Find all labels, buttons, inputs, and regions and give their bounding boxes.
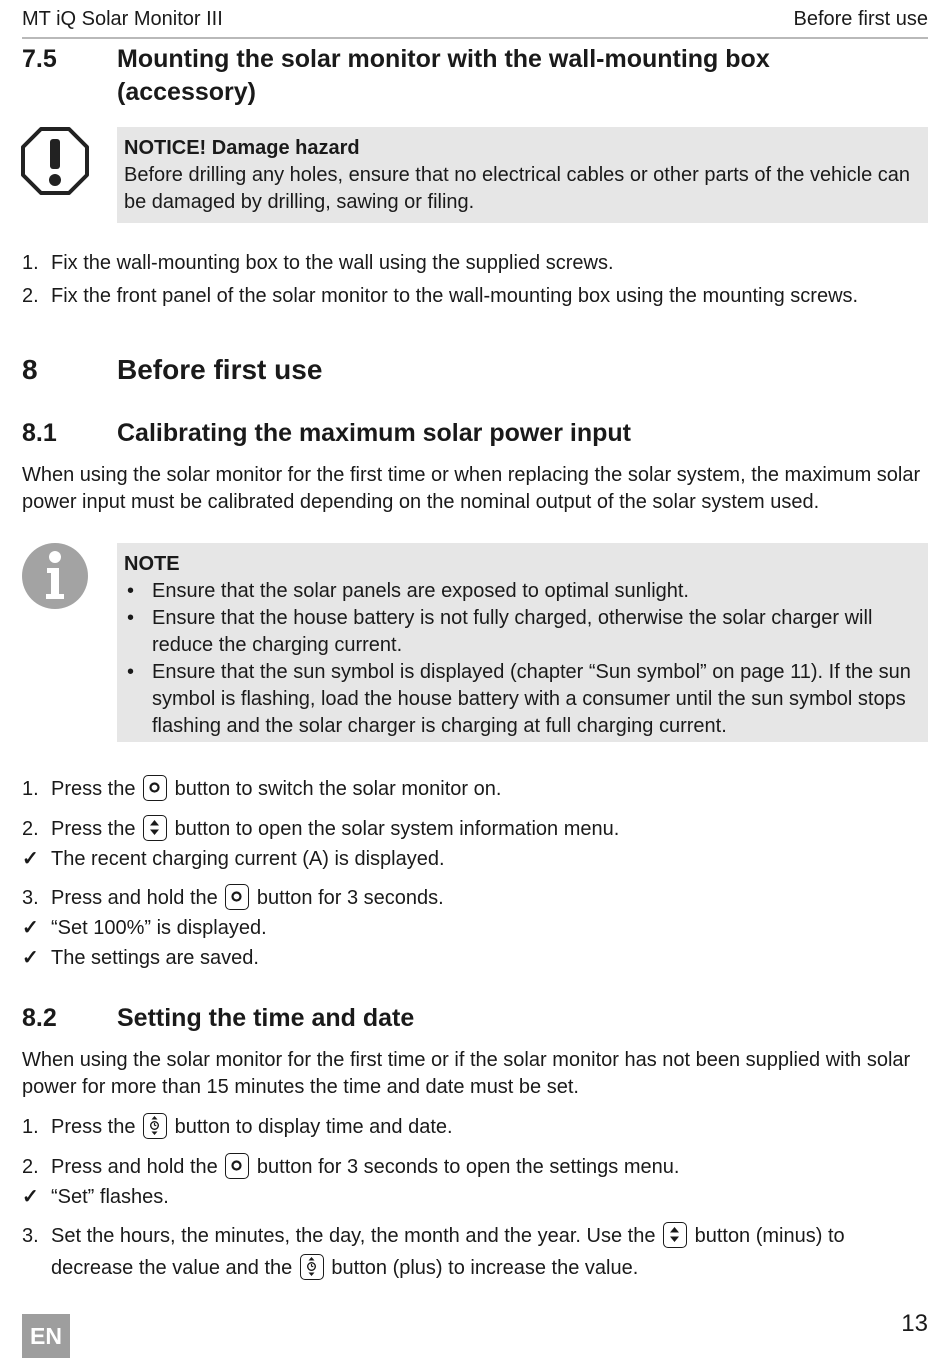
result-text: “Set” flashes. — [51, 1186, 169, 1208]
step-number: 3. — [22, 887, 39, 909]
list-item — [22, 1111, 928, 1143]
step-text: button (plus) to increase the value. — [331, 1257, 639, 1279]
header-rule — [22, 37, 928, 39]
result-text: The recent charging current (A) is displayed. — [51, 848, 445, 870]
step-number: 1. — [22, 778, 39, 800]
power-button-icon — [225, 884, 249, 910]
step-text: Press and hold the — [51, 1156, 218, 1178]
note-item: • Ensure that the house battery is not fully charged, otherwise the solar charger will reduce the charging current. — [124, 605, 918, 659]
step-number: 2. — [22, 1156, 39, 1178]
check-icon: ✓ — [22, 947, 39, 969]
result-item — [22, 843, 928, 875]
running-header-product: MT iQ Solar Monitor III — [22, 8, 223, 30]
page-number: 13 — [901, 1310, 928, 1337]
check-icon: ✓ — [22, 848, 39, 870]
step-text: Fix the front panel of the solar monitor to the wall-mounting box using the mounting screws. — [51, 285, 859, 307]
step-text: Set the hours, the minutes, the day, the month and the year. Use the — [51, 1225, 656, 1247]
list-item — [22, 247, 928, 279]
language-badge: EN — [22, 1314, 70, 1358]
step-text: button to display time and date. — [174, 1116, 453, 1138]
check-icon: ✓ — [22, 917, 39, 939]
power-button-icon — [225, 1153, 249, 1179]
note-item: • Ensure that the solar panels are exposed to optimal sunlight. — [124, 578, 918, 605]
list-item — [22, 813, 928, 845]
step-number: 1. — [22, 252, 39, 274]
step-number: 3. — [22, 1225, 39, 1247]
step-number: 1. — [22, 1116, 39, 1138]
step-text: button for 3 seconds to open the settings menu. — [256, 1156, 680, 1178]
chapter-8-title: Before first use — [117, 354, 323, 385]
section-7-5-number: 7.5 — [22, 45, 57, 73]
section-8-2-title: Setting the time and date — [117, 1004, 415, 1032]
section-7-5-title: Mounting the solar monitor with the wall-mounting box (accessory) — [117, 45, 770, 106]
list-item — [22, 882, 928, 914]
running-header-section: Before first use — [793, 8, 928, 30]
clock-button-icon — [300, 1254, 324, 1280]
section-8-2-intro: When using the solar monitor for the first time or if the solar monitor has not been supplied with solar power for more than 15 minutes the time and date must be set. — [22, 1049, 911, 1098]
step-text: Fix the wall-mounting box to the wall using the supplied screws. — [51, 252, 614, 274]
list-item — [22, 1151, 928, 1183]
result-item — [22, 942, 928, 974]
step-text: Press the — [51, 1116, 136, 1138]
notice-icon — [21, 127, 89, 200]
power-button-icon — [143, 775, 167, 801]
step-text: button (minus) to decrease the value and the — [51, 1225, 845, 1279]
result-text: The settings are saved. — [51, 947, 259, 969]
chapter-8-number: 8 — [22, 354, 38, 385]
step-text: Press the — [51, 818, 136, 840]
info-icon — [21, 542, 89, 615]
up-down-button-icon — [143, 815, 167, 841]
list-item — [22, 280, 928, 312]
notice-title: NOTICE! Damage hazard — [124, 137, 360, 159]
list-item — [22, 773, 928, 805]
section-8-1-number: 8.1 — [22, 419, 57, 447]
notice-text: Before drilling any holes, ensure that no electrical cables or other parts of the vehicle can be damaged by drilling, sawing or filing. — [124, 164, 910, 213]
step-text: button to open the solar system information menu. — [174, 818, 620, 840]
step-text: button for 3 seconds. — [256, 887, 444, 909]
section-8-2-number: 8.2 — [22, 1004, 57, 1032]
note-list — [124, 578, 918, 740]
section-8-1-intro: When using the solar monitor for the first time or when replacing the solar system, the maximum solar power input must be calibrated depending on the nominal output of the solar system used. — [22, 464, 921, 513]
check-icon: ✓ — [22, 1186, 39, 1208]
step-text: button to switch the solar monitor on. — [174, 778, 502, 800]
result-item — [22, 1181, 928, 1213]
list-item — [22, 1220, 928, 1284]
result-text: “Set 100%” is displayed. — [51, 917, 267, 939]
step-number: 2. — [22, 818, 39, 840]
step-text: Press the — [51, 778, 136, 800]
up-down-button-icon — [663, 1222, 687, 1248]
clock-button-icon — [143, 1113, 167, 1139]
step-text: Press and hold the — [51, 887, 218, 909]
note-item: • Ensure that the sun symbol is displayed (chapter “Sun symbol” on page 11). If the sun symbol is flashing, load the house battery with a consumer until the sun symbol stops flashing and the solar charger is charging at full charging current. — [124, 659, 918, 740]
step-number: 2. — [22, 285, 39, 307]
section-8-1-title: Calibrating the maximum solar power input — [117, 419, 631, 447]
notice-box — [117, 127, 928, 223]
note-title: NOTE — [124, 553, 180, 575]
note-box — [117, 543, 928, 742]
result-item — [22, 912, 928, 944]
